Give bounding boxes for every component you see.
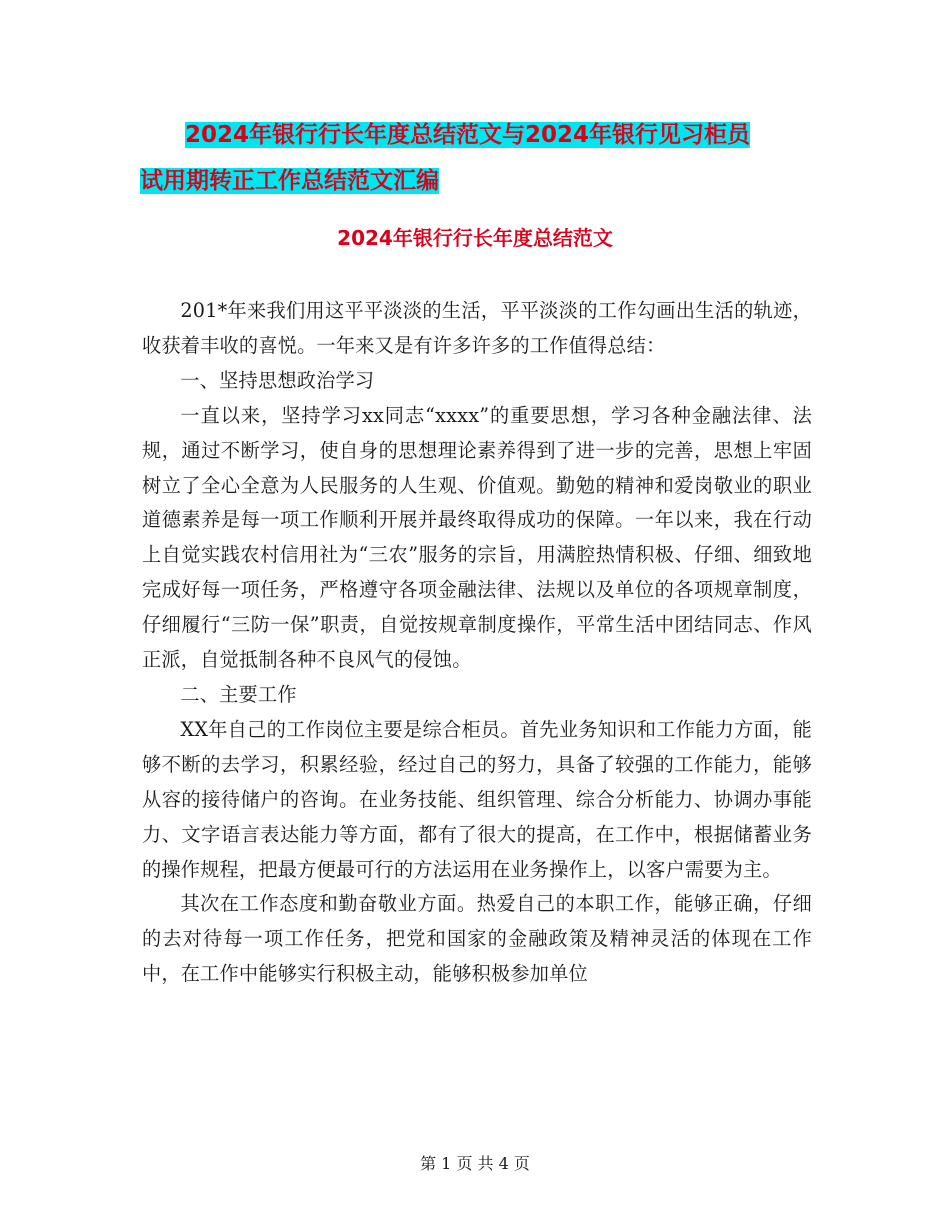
document-title	[140, 112, 820, 204]
section-title: 2024年银行行长年度总结范文	[337, 226, 613, 250]
heading-political-study: 一、坚持思想政治学习	[180, 368, 375, 392]
title-line-2: 试用期转正工作总结范文汇编	[140, 168, 439, 194]
document-body	[142, 294, 812, 992]
title-line-1: 2024年银行行长年度总结范文与2024年银行见习柜员	[185, 122, 751, 148]
page-footer: 第 1 页 共 4 页	[420, 1154, 530, 1173]
paragraph-political-study: 一直以来，坚持学习xx同志“xxxx”的重要思想，学习各种金融法律、法规，通过不断学习，使自身的思想理论素养得到了进一步的完善，思想上牢固树立了全心全意为人民服务的人生观、价值观。勤勉的精神和爱岗敬业的职业道德素养是每一项工作顺利开展并最终取得成功的保障。一年以来，我在行动上自觉实践农村信用社为“三农”服务的宗旨，用满腔热情积极、仔细、细致地完成好每一项任务，严格遵守各项金融法律、法规以及单位的各项规章制度，仔细履行“三防一保”职责，自觉按规章制度操作，平常生活中团结同志、作风正派，自觉抵制各种不良风气的侵蚀。	[142, 403, 812, 672]
heading-main-work: 二、主要工作	[180, 682, 297, 706]
paragraph-work-attitude: 其次在工作态度和勤奋敬业方面。热爱自己的本职工作，能够正确，仔细的去对待每一项工作任务，把党和国家的金融政策及精神灵活的体现在工作中，在工作中能够实行积极主动，能够积极参加单位	[142, 892, 812, 986]
paragraph-intro: 201*年来我们用这平平淡淡的生活，平平淡淡的工作勾画出生活的轨迹，收获着丰收的喜悦。一年来又是有许多许多的工作值得总结：	[142, 299, 812, 357]
paragraph-main-work: XX年自己的工作岗位主要是综合柜员。首先业务知识和工作能力方面，能够不断的去学习，积累经验，经过自己的努力，具备了较强的工作能力，能够从容的接待储户的咨询。在业务技能、组织管理、综合分析能力、协调办事能力、文字语言表达能力等方面，都有了很大的提高，在工作中，根据储蓄业务的操作规程，把最方便最可行的方法运用在业务操作上，以客户需要为主。	[142, 717, 812, 881]
